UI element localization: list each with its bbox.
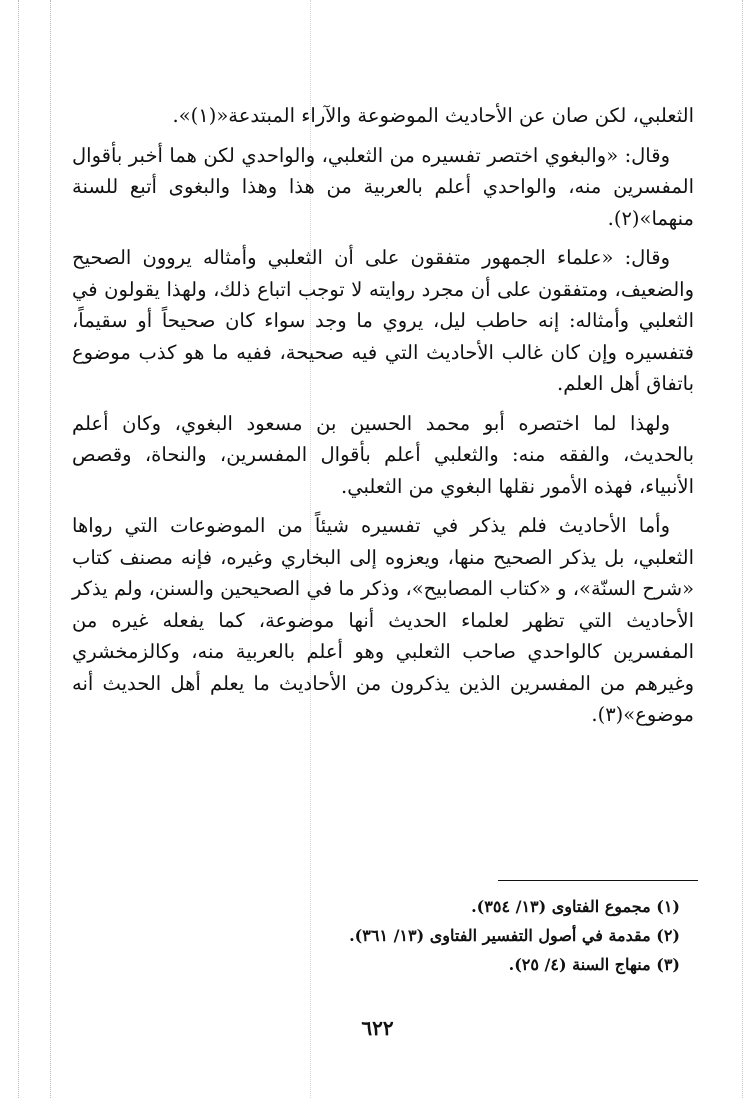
scan-artifact-line — [18, 0, 19, 1098]
scan-artifact-line — [50, 0, 51, 1098]
footnote: (٢) مقدمة في أصول التفسير الفتاوى (١٣/ ٣٦١). — [349, 926, 680, 945]
page-number: ٦٢٢ — [361, 1016, 394, 1040]
paragraph: وأما الأحاديث فلم يذكر في تفسيره شيئاً من الموضوعات التي رواها الثعلبي، بل يذكر الصحيح منها، ويعزوه إلى البخاري وغيره، فإنه مصنف كتاب «شرح السنّة»، و «كتاب المصابيح»، وذكر ما في الصحيحين والسنن، ولم يذكر الأحاديث التي تظهر لعلماء الحديث أنها موضوعة، كما يفعله غيره من المفسرين كالواحدي صاحب الثعلبي وهو أعلم بالعربية منه، وكالزمخشري وغيرهم من المفسرين الذين يذكرون من الأحاديث ما يعلم أهل الحديث أنه موضوع»(٣). — [72, 514, 694, 726]
paragraph: الثعلبي، لكن صان عن الأحاديث الموضوعة والآراء المبتدعة«(١)». — [172, 104, 694, 127]
footnote-separator — [498, 880, 698, 881]
main-text — [72, 100, 694, 739]
footnotes — [72, 892, 680, 979]
scan-artifact-line — [742, 0, 743, 1098]
paragraph: وقال: «علماء الجمهور متفقون على أن الثعلبي وأمثاله يروون الصحيح والضعيف، ومتفقون على أن مجرد روايته لا توجب اتباع ذلك، ولهذا يقولون في الثعلبي وأمثاله: إنه حاطب ليل، يروي ما وجد سواء كان صحيحاً أو سقيماً، فتفسيره وإن كان غالب الأحاديث التي فيه صحيحة، ففيه ما هو كذب موضوع باتفاق أهل العلم. — [72, 246, 694, 395]
footnote: (٣) منهاج السنة (٤/ ٢٥). — [508, 955, 680, 974]
footnote: (١) مجموع الفتاوى (١٣/ ٣٥٤). — [471, 897, 680, 916]
paragraph: ولهذا لما اختصره أبو محمد الحسين بن مسعود البغوي، وكان أعلم بالحديث، والفقه منه: والثعلبي أعلم بأقوال المفسرين، والنحاة، وقصص الأنبياء، فهذه الأمور نقلها البغوي من الثعلبي. — [72, 411, 694, 498]
paragraph: وقال: «والبغوي اختصر تفسيره من الثعلبي، والواحدي لكن هما أخبر بأقوال المفسرين منه، والواحدي أعلم بالعربية من هذا وهذا والبغوى أتبع للسنة منهما»(٢). — [72, 143, 694, 230]
